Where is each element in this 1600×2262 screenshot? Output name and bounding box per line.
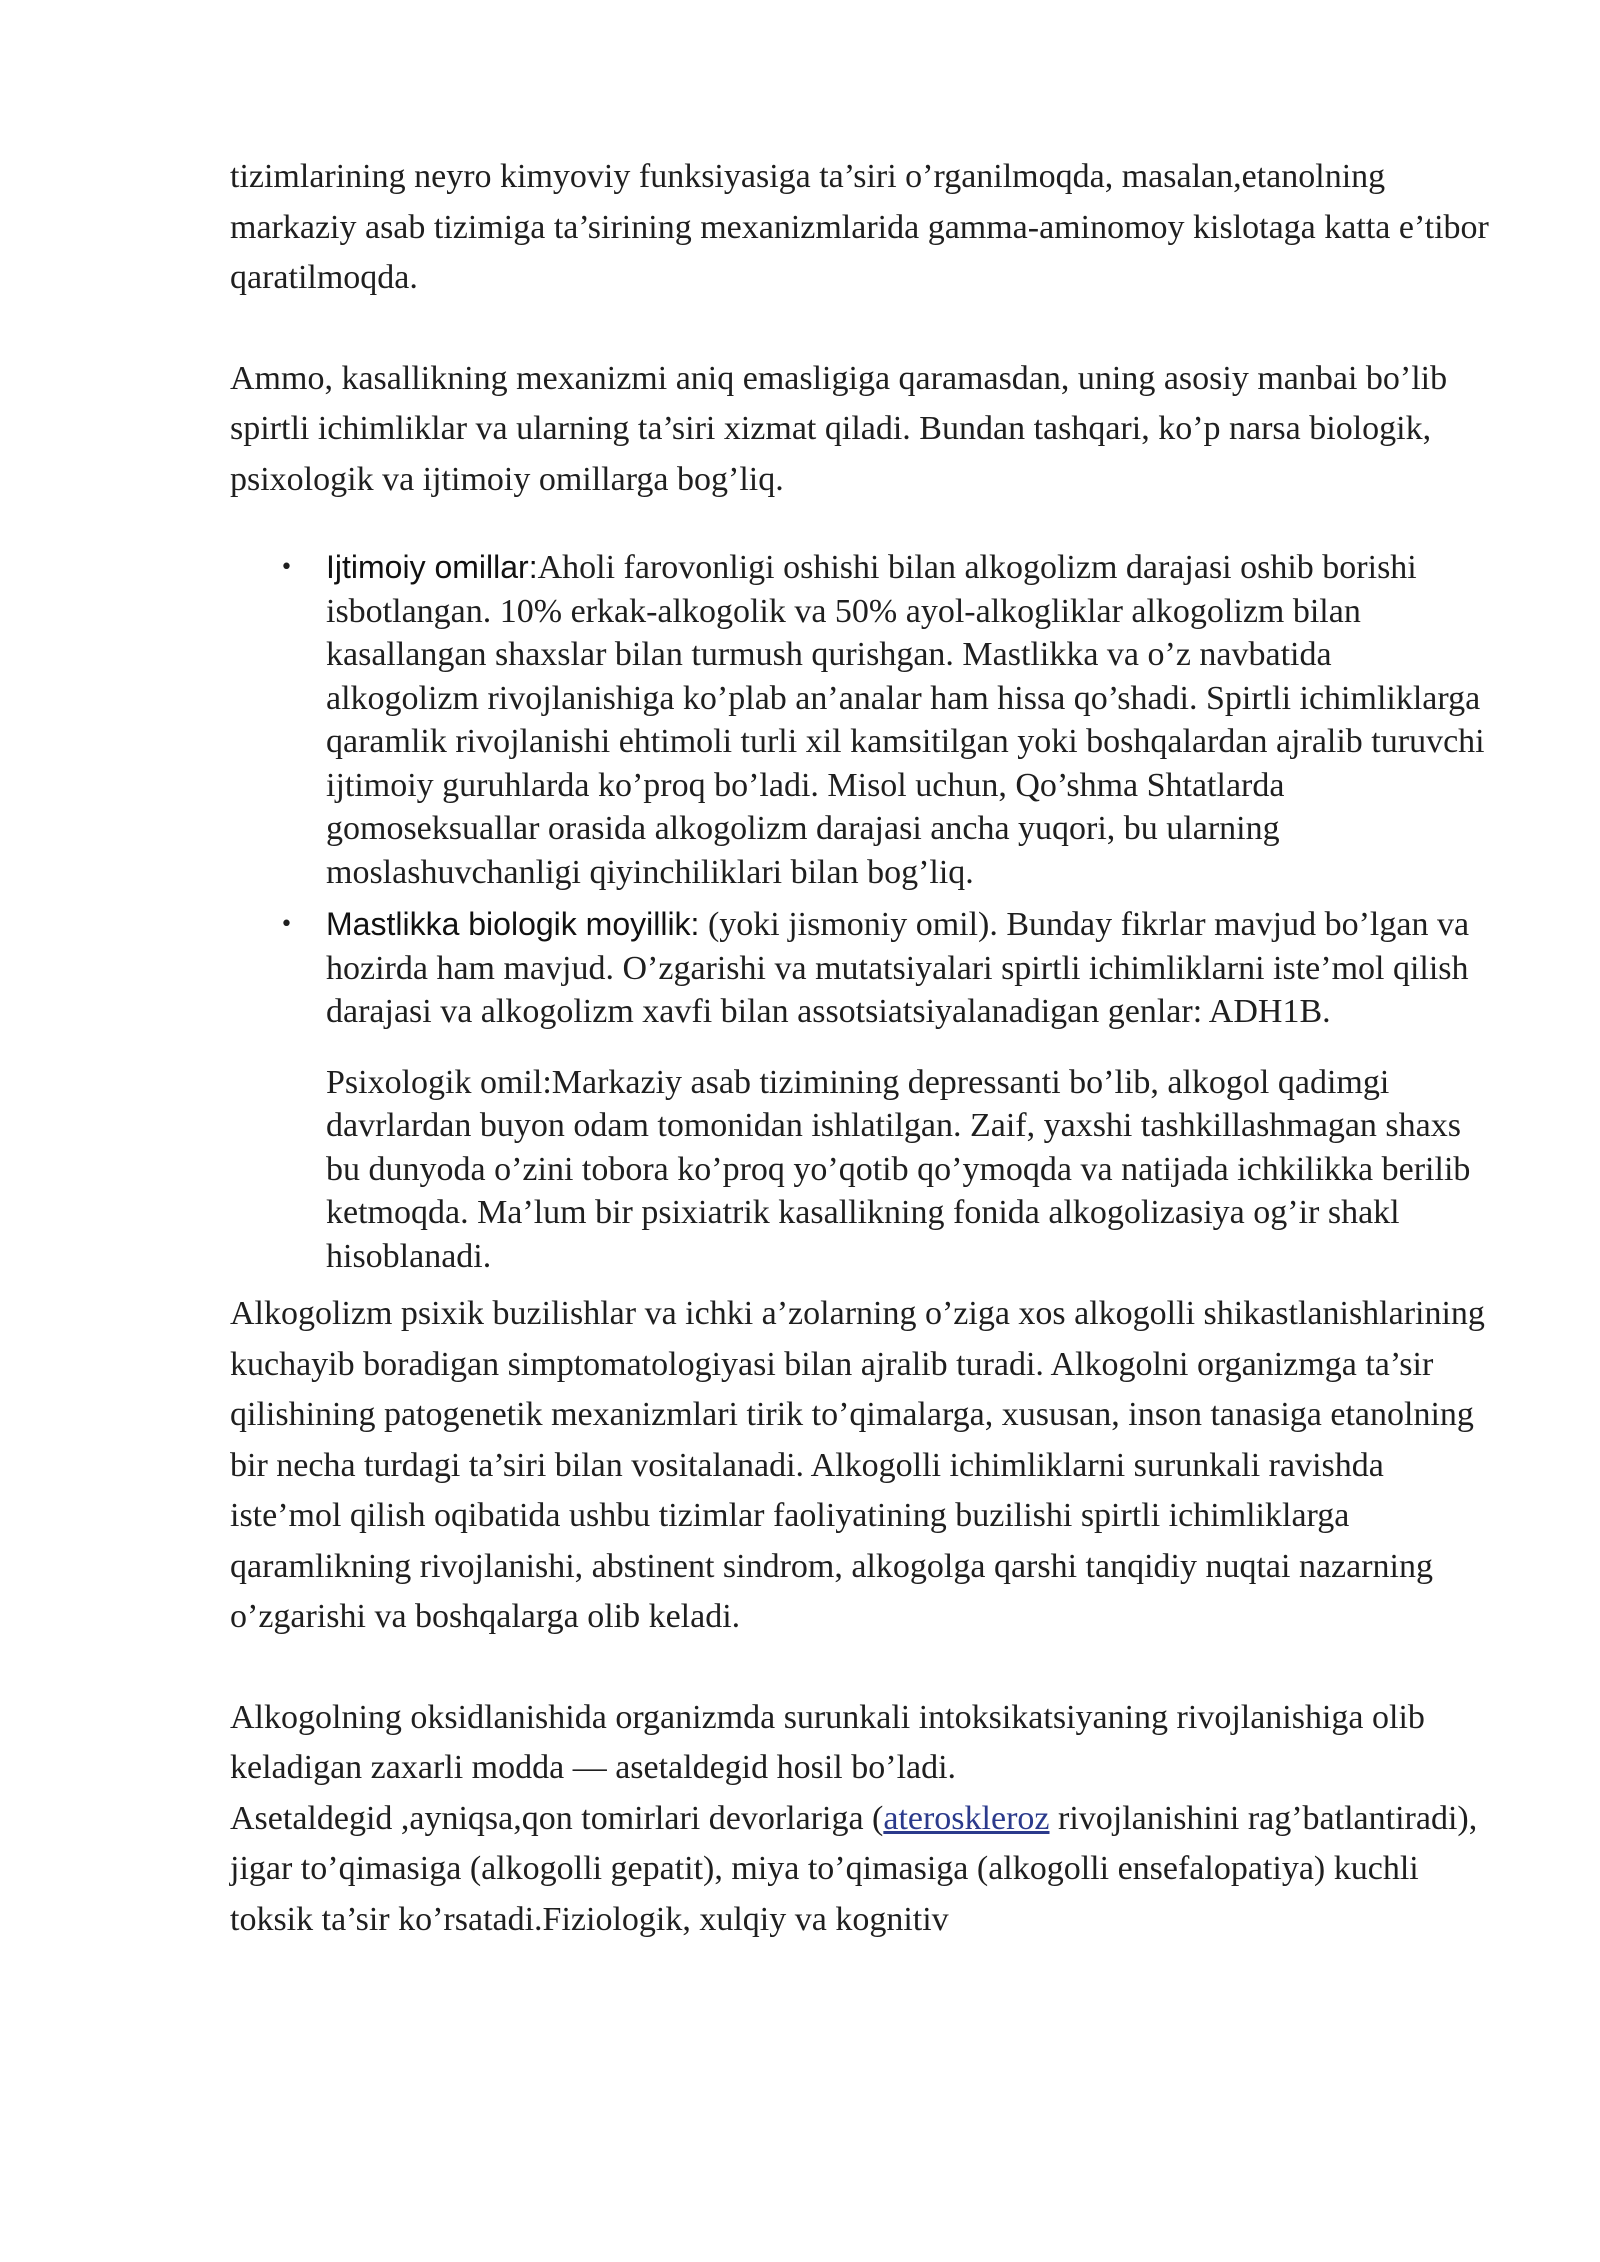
document-page	[230, 152, 1490, 1945]
paragraph-symptomatology: Alkogolizm psixik buzilishlar va ichki a’zolarning o’ziga xos alkogolli shikastlanishlarining kuchayib boradigan simptomatologiyasi bilan ajralib turadi. Alkogolni organizmga ta’sir qilishining patogenetik mexanizmlari tirik to’qimalarga, xususan, inson tanasiga etanolning bir necha turdagi ta’siri bilan vositalanadi. Alkogolli ichimliklarni surunkali ravishda iste’mol qilish oqibatida ushbu tizimlar faoliyatining buzilishi spirtli ichimliklarga qaramlikning rivojlanishi, abstinent sindrom, alkogolga qarshi tanqidiy nuqtai nazarning o’zgarishi va boshqalarga olib keladi.	[230, 1295, 1485, 1635]
bullet-icon: •	[280, 555, 293, 580]
paragraph-acetaldehyde-line-1: Alkogolning oksidlanishida organizmda surunkali intoksikatsiyaning rivojlanishiga olib keladigan zaxarli modda — asetaldegid hosil bo’ladi.	[230, 1698, 1425, 1786]
atherosclerosis-link[interactable]: ateroskleroz	[883, 1799, 1050, 1837]
paragraph-mechanism: Ammo, kasallikning mexanizmi aniq emasligiga qaramasdan, uning asosiy manbai bo’lib spirtli ichimliklar va ularning ta’siri xizmat qiladi. Bundan tashqari, ko’p narsa biologik, psixologik va ijtimoiy omillarga bog’liq.	[230, 359, 1448, 498]
paragraph-neurochemical: tizimlarining neyro kimyoviy funksiyasiga ta’siri o’rganilmoqda, masalan,etanolning markaziy asab tizimiga ta’sirining mexanizmlarida gamma-aminomoy kislotaga katta e’tibor qaratilmoqda.	[230, 158, 1489, 296]
paragraph-acetaldehyde	[230, 1693, 1490, 1946]
list-item-social-factors	[230, 546, 1490, 894]
list-item-lead: Mastlikka biologik moyillik:	[326, 906, 700, 942]
list-item-text: (yoki jismoniy omil). Bunday fikrlar mavjud bo’lgan va hozirda ham mavjud. O’zgarishi va mutatsiyalari spirtli ichimliklarni iste’mol qilish darajasi va alkogolizm xavfi bilan assotsiatsiyalanadigan genlar: ADH1B.	[326, 906, 1470, 1030]
paragraph-acetaldehyde-line-2-start: Asetaldegid ,ayniqsa,qon tomirlari devorlariga (	[230, 1799, 884, 1837]
bullet-icon: •	[280, 912, 293, 937]
list-item-biological-factors	[230, 903, 1490, 1034]
factors-list	[230, 546, 1490, 1034]
list-item-text: Aholi farovonligi oshishi bilan alkogolizm darajasi oshib borishi isbotlangan. 10% erkak-alkogolik va 50% ayol-alkogliklar alkogolizm bilan kasallangan shaxslar bilan turmush qurishgan. Mastlikka va o’z navbatida alkogolizm rivojlanishiga ko’plab an’analar ham hissa qo’shadi. Spirtli ichimliklarga qaramlik rivojlanishi ehtimoli turli xil kamsitilgan yoki boshqalardan ajralib turuvchi ijtimoiy guruhlarda ko’proq bo’ladi. Misol uchun, Qo’shma Shtatlarda gomoseksuallar orasida alkogolizm darajasi ancha yuqori, bu ularning moslashuvchanligi qiyinchiliklari bilan bog’liq.	[326, 549, 1485, 891]
paragraph-acetaldehyde-line-2-end: rivojlanishini rag’batlantiradi), jigar to’qimasiga (alkogolli gepatit), miya to’qimasiga (alkogolli ensefalopatiya) kuchli toksik ta’sir ko’rsatadi.Fiziologik, xulqiy va kognitiv	[230, 1799, 1478, 1938]
paragraph-psychological-factor: Psixologik omil:Markaziy asab tizimining depressanti bo’lib, alkogol qadimgi davrlardan buyon odam tomonidan ishlatilgan. Zaif, yaxshi tashkillashmagan shaxs bu dunyoda o’zini tobora ko’proq yo’qotib qo’ymoqda va natijada ichkilikka berilib ketmoqda. Ma’lum bir psixiatrik kasallikning fonida alkogolizasiya og’ir shakl hisoblanadi.	[326, 1063, 1471, 1275]
list-item-lead: Ijtimoiy omillar:	[326, 549, 538, 585]
